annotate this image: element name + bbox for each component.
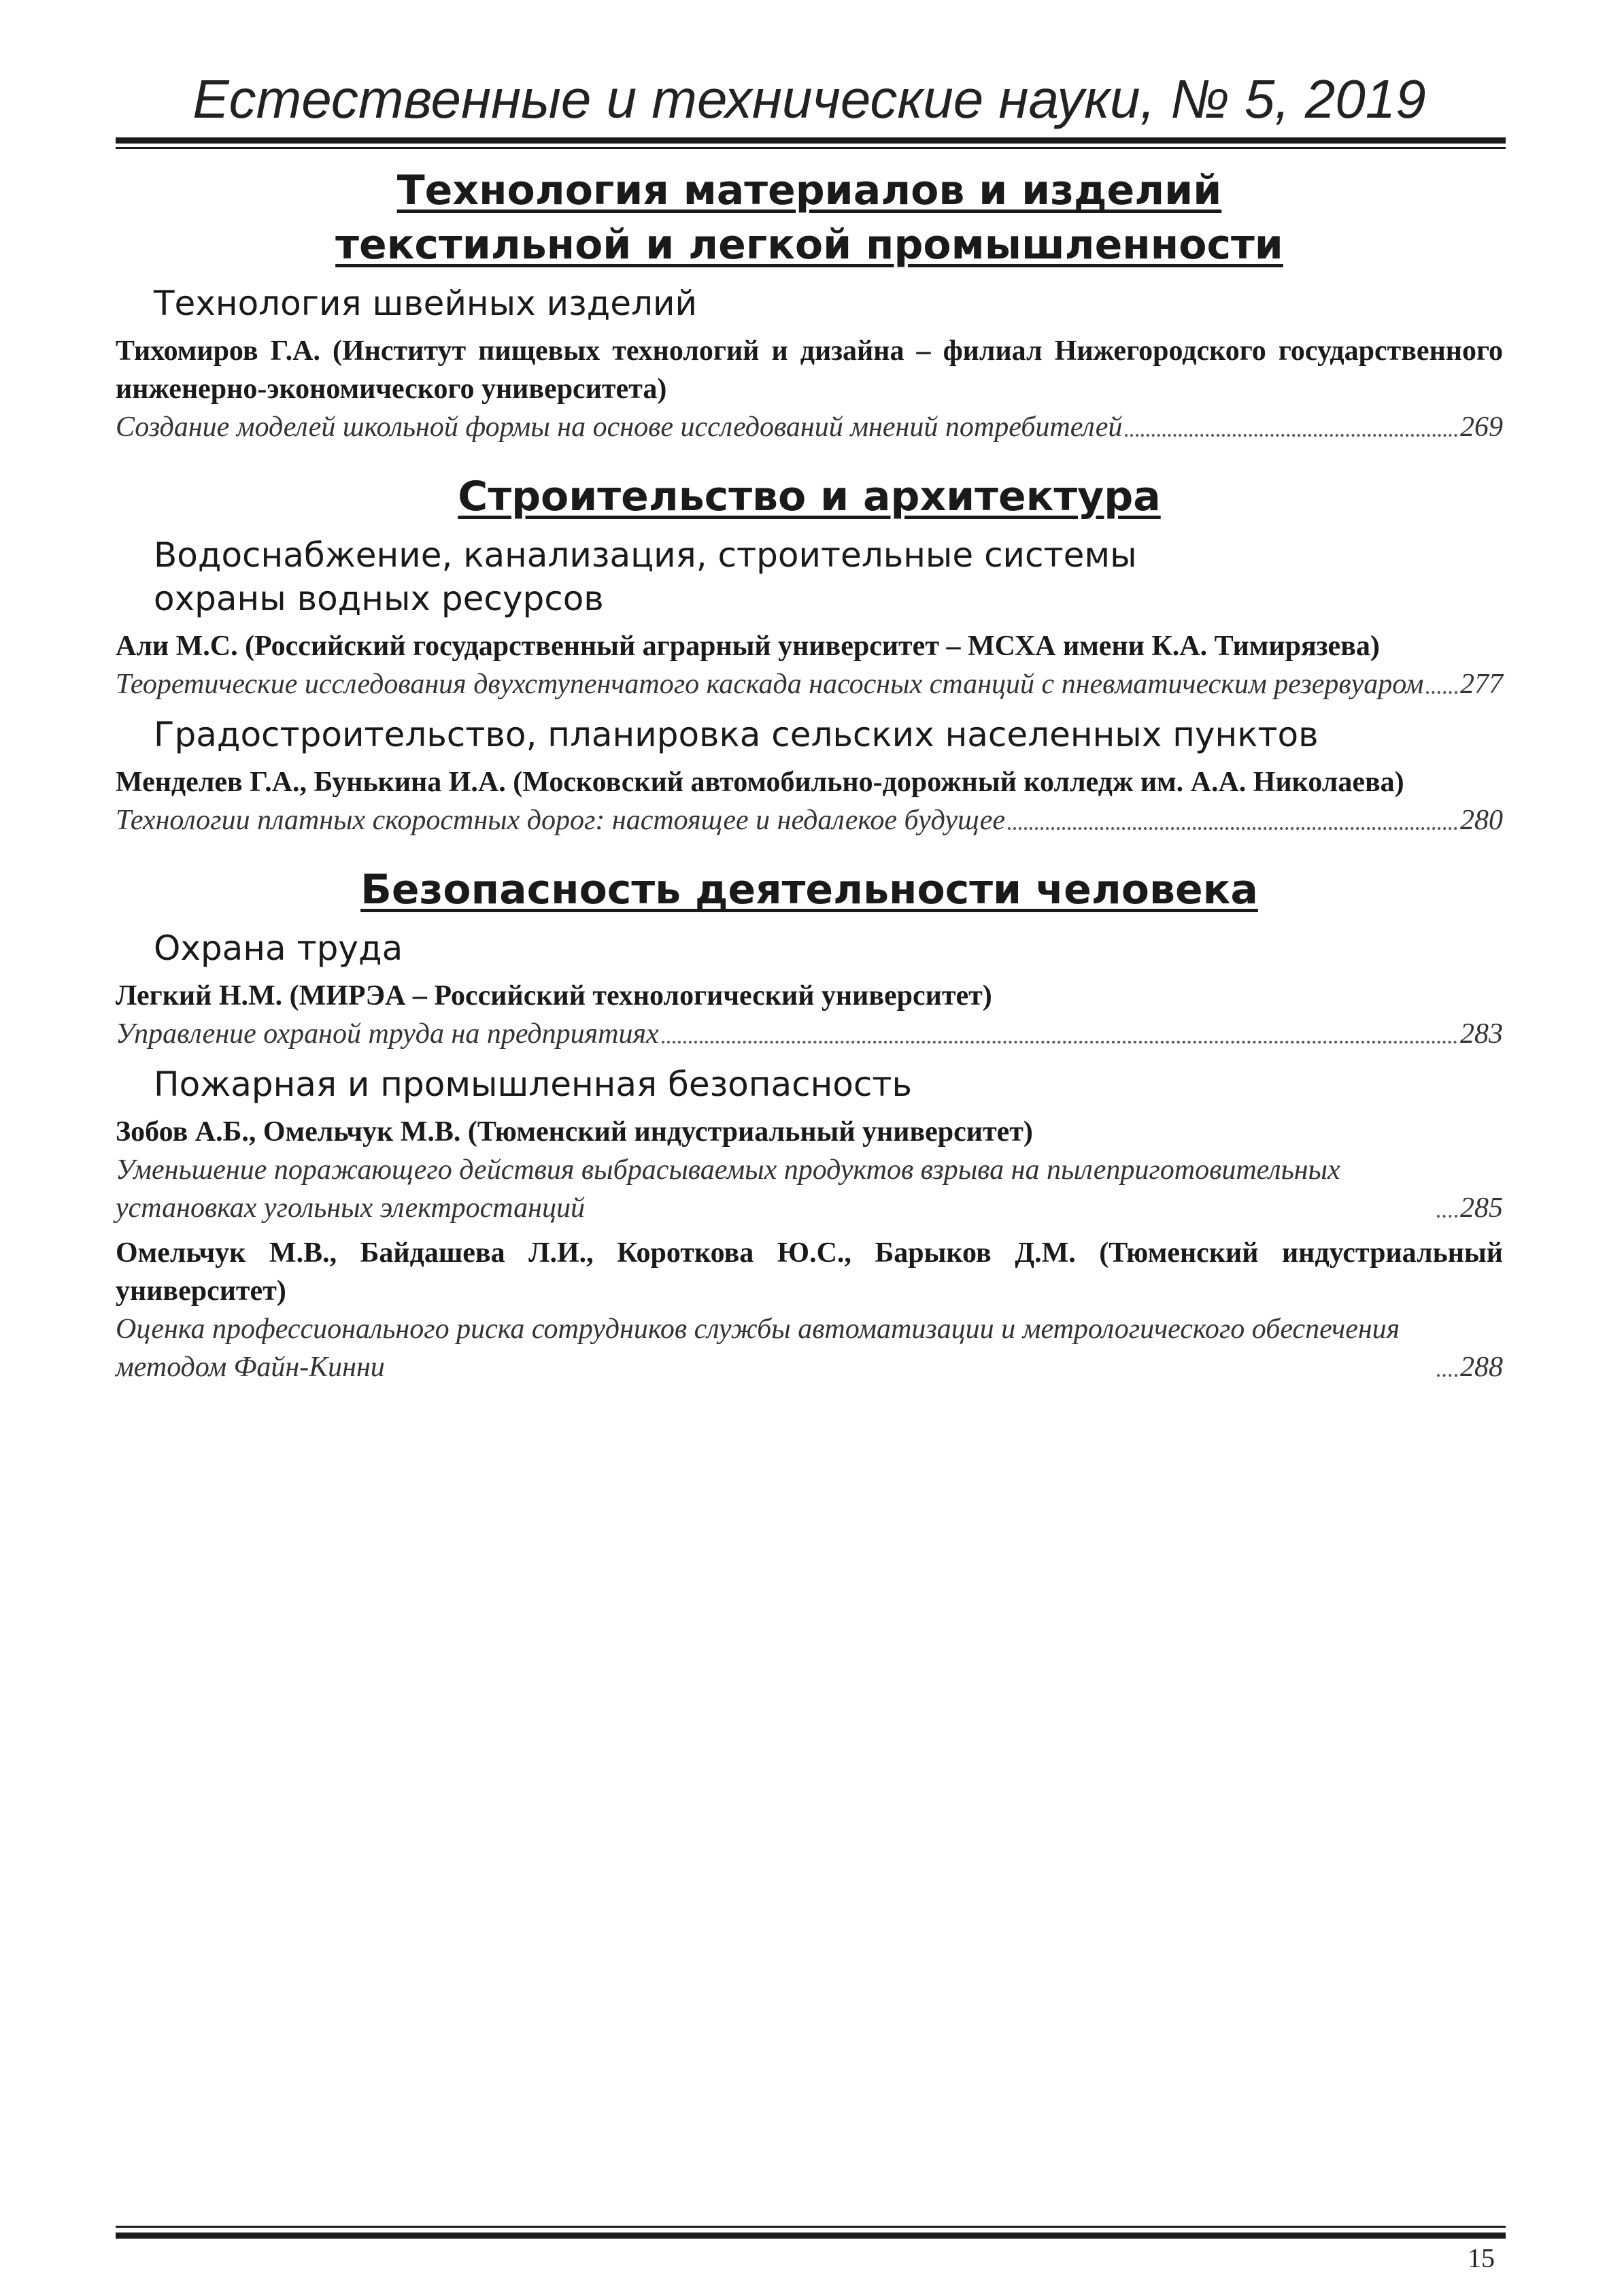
subsection-title: Технология швейных изделий bbox=[154, 284, 697, 323]
footer-rule-thin bbox=[116, 2226, 1506, 2228]
toc-entry[interactable] bbox=[116, 763, 1503, 839]
journal-header: Естественные и технические науки, № 5, 2019 bbox=[192, 69, 1426, 129]
section-title-line: Технология материалов и изделий bbox=[396, 167, 1222, 214]
subsection-title: Охрана труда bbox=[154, 929, 403, 968]
dot-leader bbox=[1008, 827, 1457, 830]
section-title bbox=[116, 469, 1503, 524]
entry-paper-title[interactable]: Создание моделей школьной формы на основе исследований мнений потребителей bbox=[116, 412, 1123, 443]
entry-page-number[interactable]: 277 bbox=[1460, 669, 1503, 700]
entry-authors: Омельчук М.В., Байдашева Л.И., Короткова Ю.С., Барыков Д.М. (Тюменский индустриальный университет) bbox=[116, 1237, 1503, 1307]
page-number: 15 bbox=[1468, 2243, 1495, 2273]
entry-paper-line[interactable] bbox=[116, 1015, 1503, 1053]
entry-page-number[interactable]: 280 bbox=[1460, 805, 1503, 836]
toc-entry[interactable] bbox=[116, 332, 1503, 446]
entry-paper-line[interactable] bbox=[116, 665, 1503, 703]
table-of-contents bbox=[116, 163, 1503, 1393]
entry-page-number[interactable]: 269 bbox=[1460, 412, 1503, 443]
section-title-line: текстильной и легкой промышленности bbox=[335, 221, 1283, 269]
toc-entry[interactable] bbox=[116, 1234, 1503, 1386]
subsection-title: Водоснабжение, канализация, строительные системы охраны водных ресурсов bbox=[154, 535, 1137, 618]
dot-leader bbox=[1437, 1374, 1457, 1377]
header-rule-thin bbox=[116, 147, 1506, 149]
dot-leader bbox=[1437, 1215, 1457, 1218]
entry-page-number[interactable]: 285 bbox=[1460, 1192, 1503, 1224]
toc-entry[interactable] bbox=[116, 1113, 1503, 1227]
entry-paper-line[interactable] bbox=[116, 1151, 1503, 1227]
subsection-title: Градостроительство, планировка сельских населенных пунктов bbox=[154, 715, 1319, 754]
entry-authors: Али М.С. (Российский государственный аграрный университет – МСХА имени К.А. Тимирязева) bbox=[116, 631, 1380, 662]
dot-leader bbox=[1125, 434, 1457, 437]
entry-paper-line[interactable] bbox=[116, 408, 1503, 446]
entry-paper-title[interactable]: Управление охраной труда на предприятиях bbox=[116, 1018, 659, 1050]
entry-paper-title[interactable]: Уменьшение поражающего действия выбрасываемых продуктов взрыва на пылеприготовительных установках угольных электростанций bbox=[116, 1154, 1340, 1224]
dot-leader bbox=[662, 1041, 1457, 1043]
dot-leader bbox=[1426, 691, 1457, 694]
section-title-line: Безопасность деятельности человека bbox=[360, 866, 1258, 914]
footer-rule-thick bbox=[116, 2233, 1506, 2239]
entry-page-number[interactable]: 288 bbox=[1460, 1352, 1503, 1383]
toc-entry[interactable] bbox=[116, 977, 1503, 1053]
section-title bbox=[116, 163, 1503, 272]
entry-paper-line[interactable] bbox=[116, 1310, 1503, 1386]
subsection-title: Пожарная и промышленная безопасность bbox=[154, 1065, 912, 1104]
entry-authors: Менделев Г.А., Бунькина И.А. (Московский автомобильно-дорожный колледж им. А.А. Николаева) bbox=[116, 767, 1404, 798]
entry-paper-title[interactable]: Теоретические исследования двухступенчатого каскада насосных станций с пневматическим резервуаром bbox=[116, 669, 1424, 700]
header-rule-thick bbox=[116, 137, 1506, 144]
section-title bbox=[116, 863, 1503, 917]
entry-authors: Легкий Н.М. (МИРЭА – Российский технологический университет) bbox=[116, 980, 992, 1011]
entry-authors: Тихомиров Г.А. (Институт пищевых технологий и дизайна – филиал Нижегородского государственного инженерно-экономического университета) bbox=[116, 335, 1503, 405]
entry-paper-line[interactable] bbox=[116, 801, 1503, 839]
toc-entry[interactable] bbox=[116, 627, 1503, 703]
entry-page-number[interactable]: 283 bbox=[1460, 1018, 1503, 1050]
entry-paper-title[interactable]: Оценка профессионального риска сотрудников службы автоматизации и метрологического обеспечения методом Файн-Кинни bbox=[116, 1314, 1400, 1383]
entry-paper-title[interactable]: Технологии платных скоростных дорог: настоящее и недалекое будущее bbox=[116, 805, 1005, 836]
section-title-line: Строительство и архитектура bbox=[458, 473, 1161, 520]
entry-authors: Зобов А.Б., Омельчук М.В. (Тюменский индустриальный университет) bbox=[116, 1116, 1033, 1148]
